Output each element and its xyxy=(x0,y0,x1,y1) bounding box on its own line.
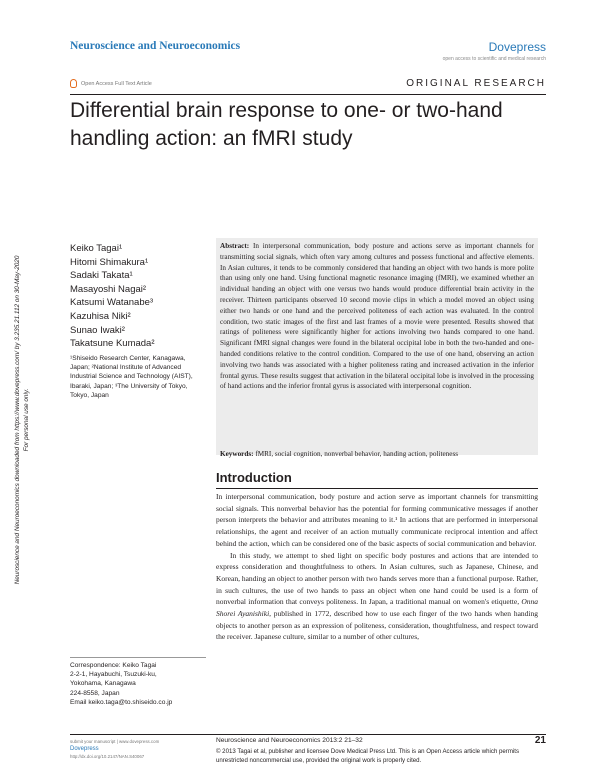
paragraph: In interpersonal communication, body posture and action serve as important channels for transmitting social signals. This nonverbal behavior has the potential for forming communicative messages if another person interprets the behavior and attributes meaning to it.¹ In actions that are performed in interpersonal relationships, the agent and receiver of an action mutually communicate reciprocal intention and affect behind the action, which can be considered one of the basic aspects of social communication and behavior. xyxy=(216,492,538,548)
open-access-text: Open Access Full Text Article xyxy=(81,80,152,87)
journal-name: Neuroscience and Neuroeconomics xyxy=(70,40,241,52)
book-title: Onna Shorei Ayanishiki, xyxy=(216,597,538,619)
doi-link[interactable]: http://dx.doi.org/10.2147/NAN.S40067 xyxy=(70,754,145,759)
author-name: Katsumi Watanabe³ xyxy=(70,297,154,309)
open-access-label xyxy=(70,79,152,88)
correspondence-line: Yokohama, Kanagawa xyxy=(70,680,136,688)
abstract-label: Abstract: xyxy=(220,242,250,250)
footer-publisher xyxy=(70,738,190,761)
author-list xyxy=(70,242,155,351)
author-name: Hitomi Shimakura¹ xyxy=(70,256,149,268)
correspondence-line: 224-8558, Japan xyxy=(70,689,120,697)
correspondence-line: Correspondence: Keiko Tagai xyxy=(70,662,157,669)
article-title: Differential brain response to one- or two-hand handling action: an fMRI study xyxy=(70,99,503,150)
paragraph xyxy=(216,550,538,644)
author-name: Keiko Tagai¹ xyxy=(70,243,123,254)
footer-dove-logo[interactable]: Dovepress xyxy=(70,745,99,752)
open-access-lock-icon xyxy=(70,79,77,88)
author-name: Takatsune Kumada² xyxy=(70,338,155,350)
footer-divider xyxy=(70,734,546,735)
correspondence-divider xyxy=(70,657,206,658)
copyright: © 2013 Tagai et al, publisher and licensee Dove Medical Press Ltd. This is an Open Access article which permits unrestricted noncommercial use, provided the original work is properly cited. xyxy=(216,748,520,764)
affiliations: ¹Shiseido Research Center, Kanagawa, Japan; ²National Institute of Advanced Industrial Science and Technology (AIST), Ibaraki, Japan; ³The University of Tokyo, Tokyo, Japan xyxy=(70,355,193,399)
body-text xyxy=(216,491,538,643)
abstract-text: In interpersonal communication, body posture and actions serve as important channels for transmitting social signals, which often vary among cultures and possess functional and affective elements. In Asian cultures, it tends to be commonly considered that handing an object with two hands is more polite than using only one hand. Using functional magnetic resonance imaging (fMRI), we examined whether an individual handing an object with one versus two hands would produce differential brain activity in the receiver. Thirteen participants observed 10 second movie clips in which a model moved an object using either two hands or one hand and the perceived politeness of each action was evaluated. In the control condition, two static images of the first and last frames of a movie were presented. Results showed that ratings of politeness were significantly higher for actions involving two hands compared to one hand. Significant fMRI signal changes were found in the bilateral occipital lobe in both the two-handed and one-handed conditions relative to the control condition. Compared to the use of one hand, observing an action involving two hands was associated with a higher politeness rating and increased activation in the inferior frontal gyrus. These results suggest that activation in the bilateral occipital lobe is involved in the processing of hand actions and the inferior frontal gyrus is associated with interpersonal cognition. xyxy=(220,242,534,391)
submit-link[interactable]: submit your manuscript | www.dovepress.com xyxy=(70,739,160,744)
author-name: Kazuhisa Niki² xyxy=(70,310,131,322)
abstract-box xyxy=(216,238,538,455)
download-notice-line2: For personal use only. xyxy=(23,388,30,452)
paragraph-text: published in 1772, described how to use each finger of the two hands when handing objects to another person as an expression of politeness, consideration, thoughtfulness, and respect toward the receiver. Japanese culture, similar to a number of other cultures, xyxy=(216,609,538,642)
correspondence xyxy=(70,661,206,707)
correspondence-email[interactable]: Email keiko.taga@to.shiseido.co.jp xyxy=(70,698,173,706)
publisher-tagline: open access to scientific and medical research xyxy=(442,56,546,62)
correspondence-line: 2-2-1, Hayabuchi, Tsuzuki-ku, xyxy=(70,671,157,679)
keywords-text: fMRI, social cognition, nonverbal behavior, handing action, politeness xyxy=(255,450,459,458)
download-notice xyxy=(2,140,42,700)
download-notice-line1: Neuroscience and Neuroeconomics downloaded from https://www.dovepress.com/ by 3.235.21.112 on 30-May-2020 xyxy=(14,255,21,585)
section-heading: Introduction xyxy=(216,470,292,485)
paragraph-text: In this study, we attempt to shed light on specific body postures and actions that are intended to express consideration and thoughtfulness to others. In Asian cultures, such as Japanese, Chinese, and Korean, handing an object to another person with two hands serves more than a functional purpose. Rather, in such cultures, the use of two hands to pass an object when one hand could be used is a form of nonverbal information that conveys politeness. In Japan, a traditional manual on women's etiquette, xyxy=(216,550,538,607)
citation-line: Neuroscience and Neuroeconomics 2013:2 21–32 xyxy=(216,737,363,744)
author-name: Sunao Iwaki² xyxy=(70,324,125,336)
author-name: Sadaki Takata¹ xyxy=(70,270,133,282)
publisher-logo[interactable]: Dovepress xyxy=(488,40,546,54)
header-divider xyxy=(70,94,546,95)
keywords xyxy=(216,449,538,459)
author-name: Masayoshi Nagai² xyxy=(70,283,147,295)
section-divider xyxy=(216,488,538,489)
page-number: 21 xyxy=(534,735,546,746)
article-type: ORIGINAL RESEARCH xyxy=(406,78,546,89)
keywords-label: Keywords: xyxy=(220,450,254,458)
